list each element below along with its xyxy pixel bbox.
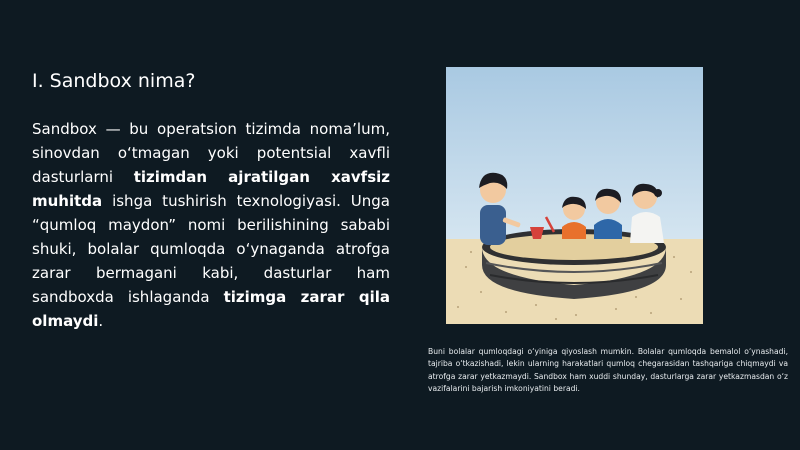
slide-body-text xyxy=(32,117,390,333)
body-text-part-2: ishga tushirish texnologiyasi. Unga “qumloq maydon” nomi berilishining sababi shuki, bolalar qumloqda o‘ynaganda atrofga zarar bermagani kabi, dasturlar ham sandboxda ishlaganda xyxy=(32,192,390,306)
body-text-bold-1: tizimdan ajratilgan xavfsiz muhitda xyxy=(32,168,390,210)
illustration-caption: Buni bolalar qumloqdagi o‘yiniga qiyoslash mumkin. Bolalar qumloqda bemalol o‘ynashadi, tajriba o‘tkazishadi, lekin ularning harakatlari qumloq chegarasidan tashqariga chiqmaydi va atrofga zarar yetkazmaydi. Sandbox ham xuddi shunday, dasturlarga zarar yetkazmasdan o‘z vazifalarini bajarish imkoniyatini beradi. xyxy=(428,347,788,394)
sandbox-illustration xyxy=(446,67,703,324)
body-text-part-1: Sandbox — bu operatsion tizimda noma’lum, sinovdan o‘tmagan yoki potentsial xavfli dasturlarni xyxy=(32,120,390,186)
slide-title: I. Sandbox nima? xyxy=(32,70,196,92)
body-text-part-3: . xyxy=(98,312,104,330)
body-text-bold-2: tizimga zarar qila olmaydi xyxy=(32,288,390,330)
children-playing-in-sandbox-illustration-icon xyxy=(446,67,703,324)
